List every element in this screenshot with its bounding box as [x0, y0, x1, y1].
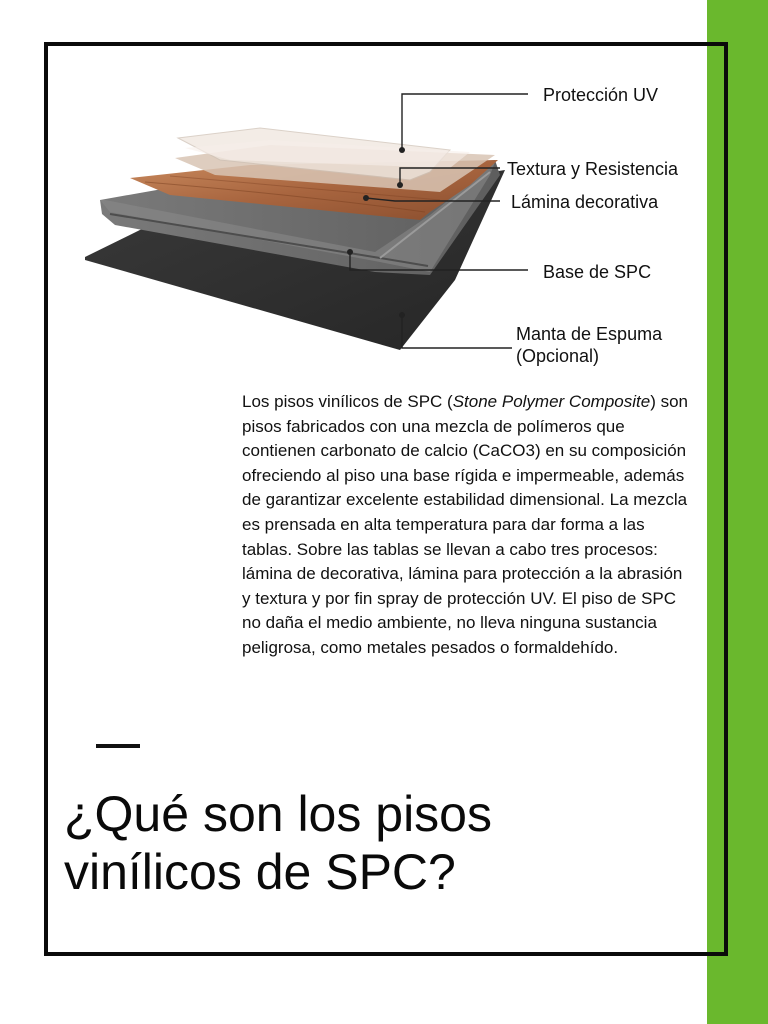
label-foam-mat: Manta de Espuma	[516, 324, 663, 344]
label-uv-protection: Protección UV	[543, 85, 659, 105]
title-line-1: ¿Qué son los pisos	[64, 786, 492, 842]
uv-leader-line	[402, 94, 528, 150]
title-line-2: vinílicos de SPC?	[64, 844, 456, 900]
description-rest: ) son pisos fabricados con una mezcla de polímeros que contienen carbonato de calcio (CaCO3) en su composición ofreciendo al piso una base rígida e impermeable, además de garantizar excelente estabilidad dimensional. La mezcla es prensada en alta temperatura para dar forma a las tablas. Sobre las tablas se llevan a cabo tres procesos: lámina de decorativa, lámina para protección a la abrasión y textura y por fin spray de protección UV. El piso de SPC no daña el medio ambiente, no lleva ninguna sustancia peligrosa, como metales pesados o formaldehído.	[242, 392, 688, 657]
label-texture-resistance: Textura y Resistencia	[507, 159, 679, 179]
label-foam-optional: (Opcional)	[516, 346, 600, 366]
title-accent-dash	[96, 744, 140, 748]
page-title	[64, 785, 684, 901]
description-term: Stone Polymer Composite	[452, 392, 651, 411]
description-paragraph	[242, 390, 692, 661]
description-intro: Los pisos vinílicos de SPC (	[242, 392, 453, 411]
label-spc-base: Base de SPC	[543, 262, 652, 282]
label-decorative-sheet: Lámina decorativa	[511, 192, 659, 212]
